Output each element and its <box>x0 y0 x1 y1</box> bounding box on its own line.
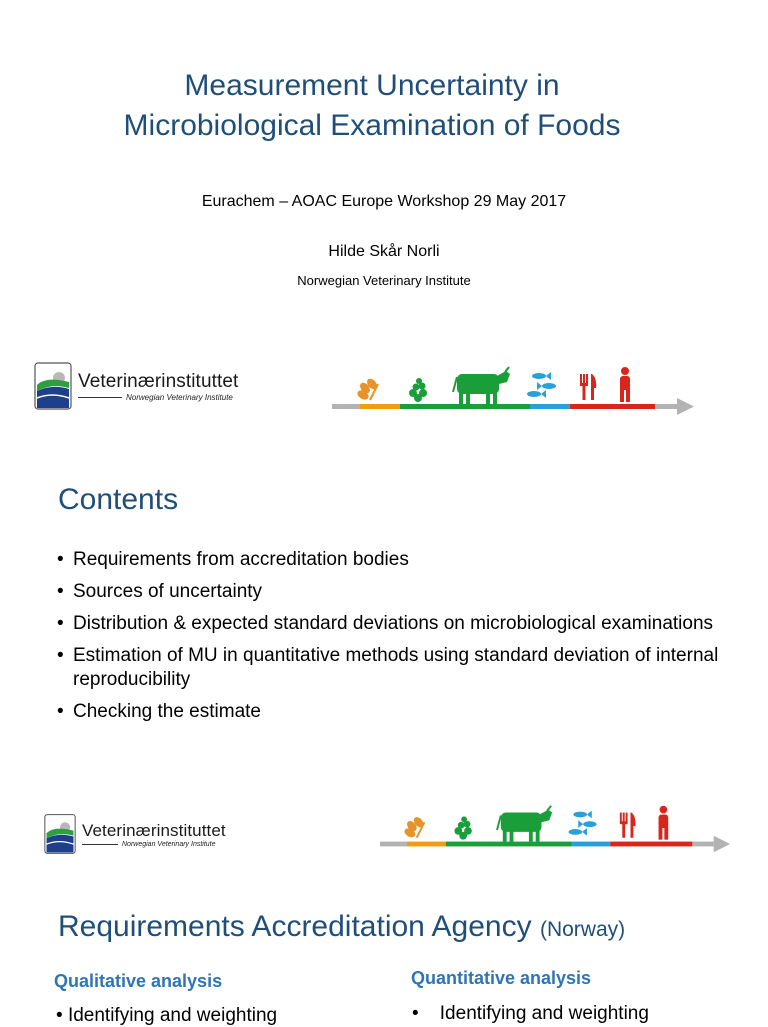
logo-emblem-icon <box>34 362 72 410</box>
slide-title-text: Requirements Accreditation Agency <box>58 910 532 943</box>
plant-icon <box>454 816 471 839</box>
food-chain-graphic <box>330 362 698 420</box>
logo-emblem-icon <box>44 813 76 855</box>
author-affiliation: Norwegian Veterinary Institute <box>297 273 471 288</box>
requirements-slide <box>0 870 768 1024</box>
slide-title: Contents <box>58 483 179 516</box>
qualitative-item-text: Identifying and weighting <box>67 1005 278 1026</box>
list-item: • Estimation of MU in quantitative methods using standard deviation of internal reproducibility <box>56 644 746 692</box>
cutlery-icon <box>620 813 636 838</box>
presentation-title <box>0 66 744 146</box>
person-icon <box>659 806 669 840</box>
contents-list <box>56 548 746 732</box>
quantitative-item <box>412 1003 649 1025</box>
bullet-icon: • <box>412 1003 440 1024</box>
logo-subtitle: Norwegian Veterinary Institute <box>122 840 216 848</box>
qualitative-heading: Qualitative analysis <box>54 971 223 991</box>
list-item: • Requirements from accreditation bodies <box>56 548 746 572</box>
list-item: • Checking the estimate <box>56 700 746 724</box>
logo-rule <box>82 844 118 845</box>
logo-name: Veterinærinstituttet <box>82 820 226 840</box>
slide-title <box>58 910 625 944</box>
logo-subtitle: Norwegian Veterinary Institute <box>126 392 233 402</box>
title-line-2: Microbiological Examination of Foods <box>123 109 621 142</box>
quantitative-item-text: Identifying and weighting <box>439 1003 649 1024</box>
cow-icon <box>497 806 552 842</box>
logo-name: Veterinærinstituttet <box>78 370 239 392</box>
quantitative-heading: Quantitative analysis <box>411 968 592 988</box>
event-line: Eurachem – AOAC Europe Workshop 29 May 2017 <box>201 193 567 210</box>
list-item: • Sources of uncertainty <box>56 580 746 604</box>
list-item: • Distribution & expected standard deviations on microbiological examinations <box>56 612 746 636</box>
author-name: Hilde Skår Norli <box>328 243 440 260</box>
bullet-icon: • <box>56 1005 68 1026</box>
institute-logo <box>34 362 238 410</box>
slide-title-country: (Norway) <box>539 918 626 941</box>
title-line-1: Measurement Uncertainty in <box>184 69 560 102</box>
logo-rule <box>78 397 122 398</box>
fish-icon <box>569 811 597 836</box>
institute-logo <box>44 813 226 855</box>
food-chain-graphic <box>378 800 734 858</box>
title-slide <box>0 0 768 450</box>
wheat-icon <box>404 817 424 838</box>
contents-slide <box>0 450 768 870</box>
